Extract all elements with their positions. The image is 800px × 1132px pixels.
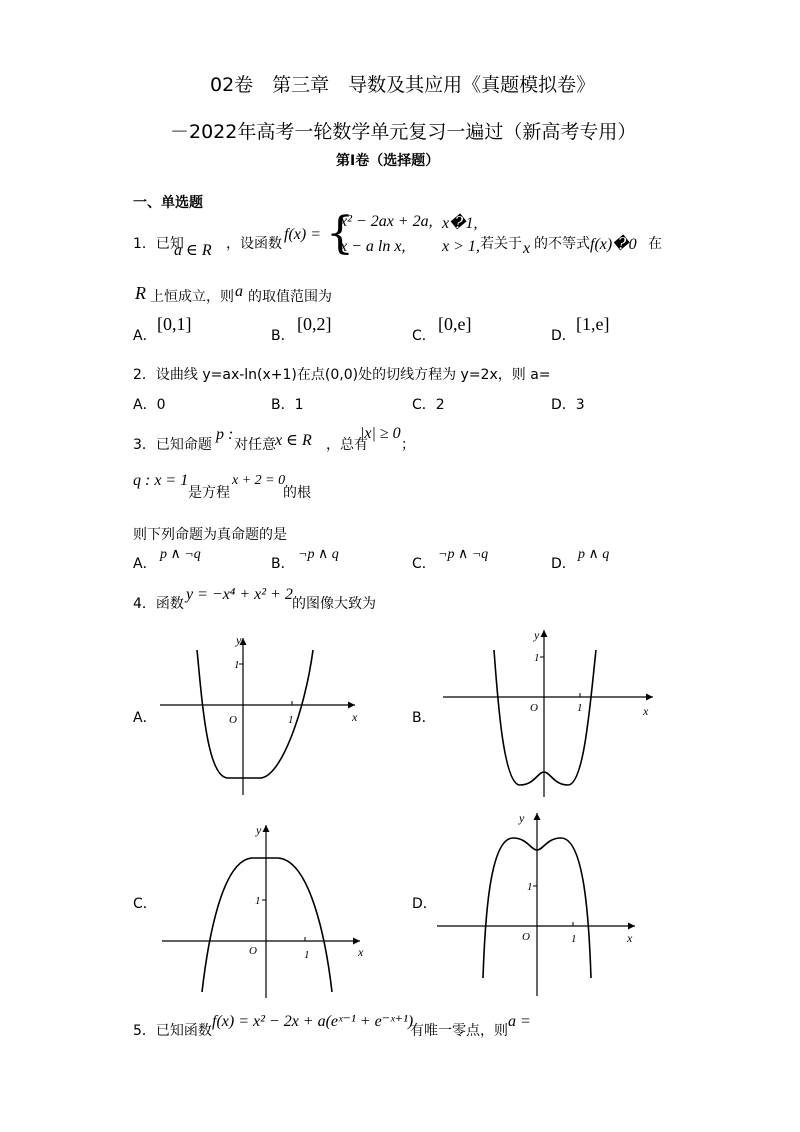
graph-d-y-label: y [519,811,525,825]
q3-q-equation: x + 2 = 0 [232,473,286,488]
graph-b-origin: O [530,702,538,714]
q1-prefix: 1．已知 [133,236,184,252]
section-label: 一、单选题 [133,195,203,211]
q3-q: q : x = 1 [133,472,189,489]
graph-b-y-label: y [534,628,540,642]
graph-b-one-y: 1 [534,652,540,664]
page-title-line2: －2022年高考一轮数学单元复习一遍过（新高考专用） [170,121,637,143]
q5-suffix: 有唯一零点，则 [410,1023,508,1039]
graph-d-x-label: x [627,931,633,945]
q5-function: f(x) = x² − 2x + a(eˣ⁻¹ + e⁻ˣ⁺¹) [212,1013,414,1030]
graph-a-curve [197,650,313,778]
page-subtitle: 第Ⅰ卷（选择题） [336,153,440,169]
q3-option-c-label: C． [412,556,436,572]
q1-var-x: x [523,240,531,257]
q1-case2: x − a ln x, [340,238,406,255]
graph-a-x-label: x [352,710,358,724]
q3-option-c-value: ¬p ∧ ¬q [438,547,489,562]
graph-c-curve [202,858,332,992]
graph-c-y-label: y [256,823,262,837]
q2-option-a: A．0 [133,397,166,413]
graph-b-x-label: x [643,704,649,718]
graph-b [438,625,658,800]
graph-c-origin: O [249,945,257,957]
q1-line2-text: 上恒成立，则 [150,289,234,305]
q3-option-a-value: p ∧ ¬q [160,547,201,562]
q3-q-end: 的根 [283,485,311,501]
q3-prefix: 3．已知命题 [133,437,212,453]
q3-question: 则下列命题为真命题的是 [133,527,287,543]
graph-c-one-y: 1 [255,895,261,907]
graph-a-one-x: 1 [288,714,294,726]
q4-option-a-label: A． [133,710,157,726]
q1-case1-condition: x�1, [442,215,478,232]
graph-a [150,630,380,800]
graph-d-one-x: 1 [571,933,577,945]
q1-case1: x² − 2ax + 2a, [340,213,433,230]
q1-about: 若关于 [480,236,522,252]
q3-p-end: ； [401,437,415,453]
q1-option-a-label: A． [133,328,157,344]
graph-b-one-x: 1 [577,702,583,714]
q4-option-c-label: C． [133,896,157,912]
q3-p-text: 对任意 [234,437,276,453]
q1-option-b-value: [0,2] [297,314,332,334]
q4-function: y = −x⁴ + x² + 2 [186,586,293,603]
graph-d-origin: O [522,931,530,943]
q1-inequality: f(x)�0 [590,236,637,253]
graph-d-one-y: 1 [527,881,533,893]
q1-option-c-label: C． [412,328,436,344]
q1-option-a-value: [0,1] [157,314,192,334]
q3-p-inequality: |x| ≥ 0 [360,425,401,442]
piecewise-brace: { [326,208,354,259]
q2-option-b: B．1 [271,397,304,413]
q1-option-d-label: D． [551,328,576,344]
q5-end: a = [508,1013,531,1030]
page-title-line1: 02卷 第三章 导数及其应用《真题模拟卷》 [210,74,596,96]
q4-prefix: 4．函数 [133,596,184,612]
q3-option-a-label: A． [133,556,157,572]
q3-option-b-value: ¬p ∧ q [298,547,339,562]
q3-option-d-value: p ∧ q [578,547,610,562]
graph-c-one-x: 1 [304,949,310,961]
q1-mid-text: ，设函数 [226,236,282,252]
q2-option-c: C．2 [412,397,445,413]
graph-a-one-y: 1 [234,659,240,671]
q2-text: 2．设曲线 y=ax-ln(x+1)在点(0,0)处的切线方程为 y=2x，则 a= [133,367,551,383]
q1-option-c-value: [0,e] [438,314,472,334]
q3-q-text: 是方程 [188,485,230,501]
q4-option-b-label: B． [412,710,436,726]
q2-option-d: D．3 [551,397,585,413]
q3-p: p : [216,426,234,443]
q1-option-b-label: B． [271,328,295,344]
q5-prefix: 5．已知函数 [133,1023,212,1039]
q1-line2-R: R [135,283,146,303]
graph-c [160,820,380,1000]
q4-suffix: 的图像大致为 [292,596,376,612]
q3-p-condition: x ∈ R [275,432,312,449]
q1-condition: a ∈ R [174,242,212,259]
q3-option-d-label: D． [551,556,576,572]
q1-option-d-value: [1,e] [576,314,610,334]
q1-inequality-text: 的不等式 [534,236,590,252]
graph-a-y-label: y [236,633,242,647]
q1-line2-a: a [235,283,243,300]
q1-function-name: f(x) = [284,226,321,243]
q1-line2-end: 的取值范围为 [248,289,332,305]
graph-d [435,808,645,998]
graph-b-curve [494,650,596,785]
graph-a-origin: O [229,714,237,726]
q1-case2-condition: x > 1, [442,238,480,255]
graph-c-x-label: x [358,945,364,959]
q1-tail: 在 [648,236,662,252]
q4-option-d-label: D． [412,896,437,912]
q3-option-b-label: B． [271,556,295,572]
q3-p-text2: ，总有 [326,437,368,453]
